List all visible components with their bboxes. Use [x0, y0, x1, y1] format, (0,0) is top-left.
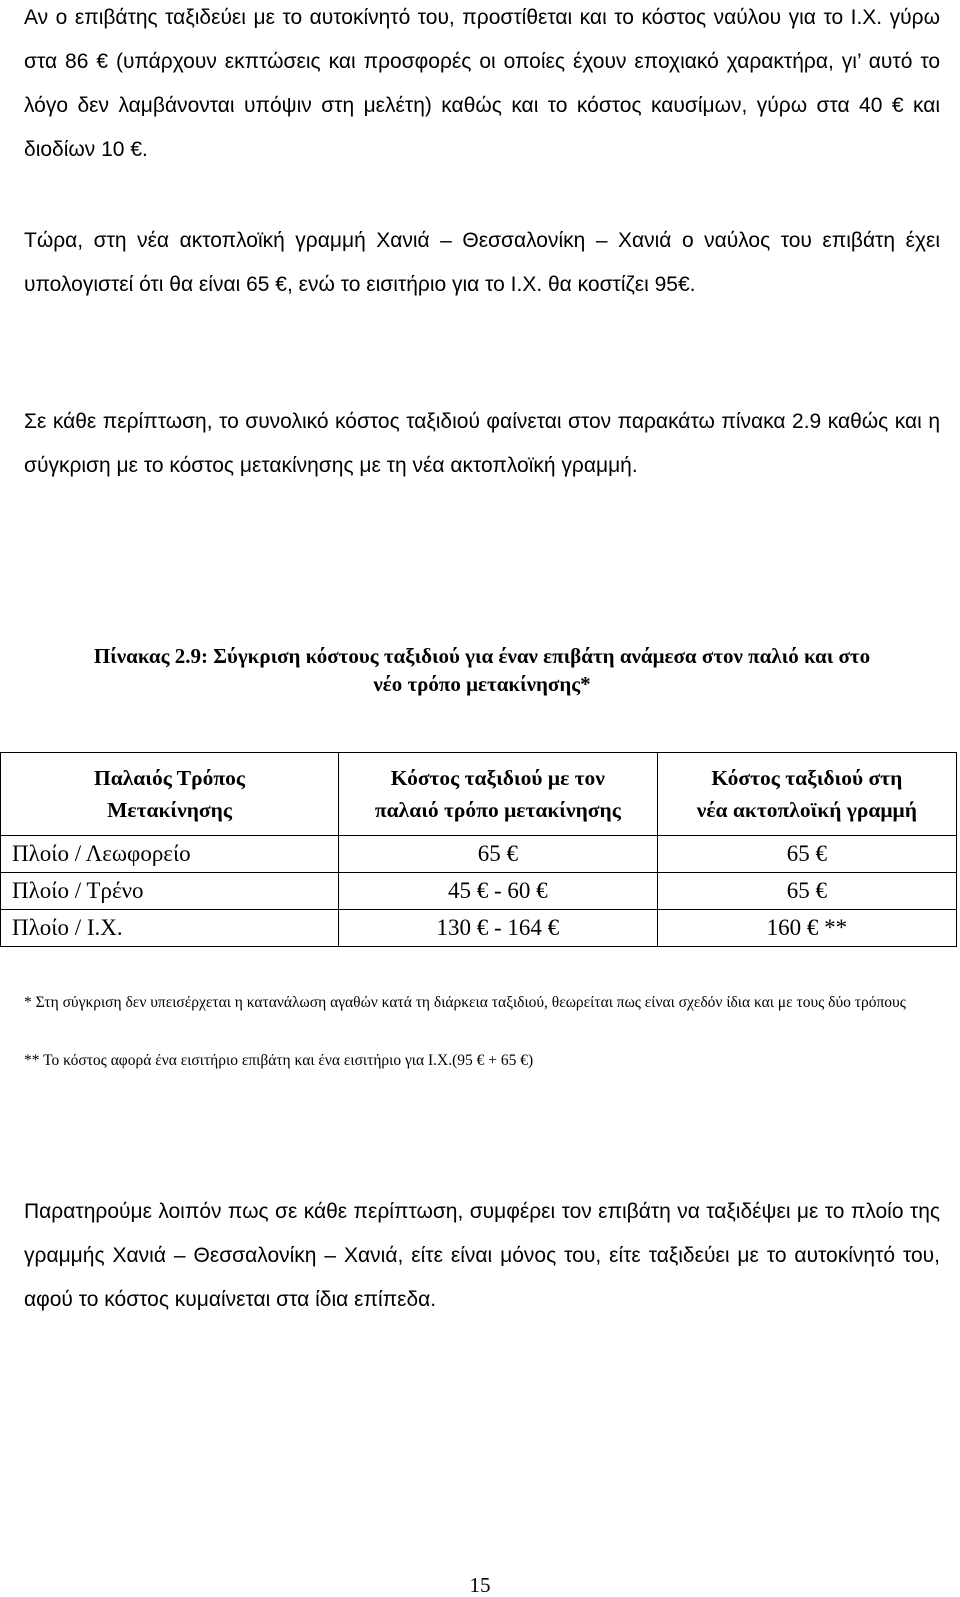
- page-number: 15: [469, 1573, 491, 1597]
- table-caption-line-1: Πίνακας 2.9: Σύγκριση κόστους ταξιδιού για έναν επιβάτη ανάμεσα στον παλιό και στο: [93, 644, 871, 668]
- table-header-row: [1, 753, 957, 836]
- header-old-cost: [339, 753, 658, 836]
- table-cell-mode: Πλοίο / Ι.Χ.: [1, 910, 339, 947]
- paragraph-conclusion: Παρατηρούμε λοιπόν πως σε κάθε περίπτωση, συμφέρει τον επιβάτη να ταξιδέψει με το πλοίο της γραμμής Χανιά – Θεσσαλονίκη – Χανιά, είτε είναι μόνος του, είτε ταξιδεύει με το αυτοκίνητό του, αφού το κόστος κυμαίνεται στα ίδια επίπεδα.: [24, 1200, 940, 1311]
- table-row: [1, 910, 957, 947]
- header-old-mode: [1, 753, 339, 836]
- table-row: [1, 873, 957, 910]
- footnote-ticket-cost: ** Το κόστος αφορά ένα εισιτήριο επιβάτη και ένα εισιτήριο για Ι.Χ.(95 € + 65 €): [24, 1052, 534, 1069]
- table-caption: [24, 642, 940, 698]
- paragraph-table-intro: Σε κάθε περίπτωση, το συνολικό κόστος ταξιδιού φαίνεται στον παρακάτω πίνακα 2.9 καθώς και η σύγκριση με το κόστος μετακίνησης με τη νέα ακτοπλοϊκή γραμμή.: [24, 410, 940, 477]
- header-old-mode-line-1: Παλαιός Τρόπος: [94, 766, 245, 790]
- header-new-cost-line-2: νέα ακτοπλοϊκή γραμμή: [696, 798, 917, 822]
- table-cell-new-cost: 65 €: [657, 873, 956, 910]
- table-cell-mode: Πλοίο / Λεωφορείο: [1, 836, 339, 873]
- header-old-cost-line-2: παλαιό τρόπο μετακίνησης: [374, 798, 621, 822]
- header-new-cost-line-1: Κόστος ταξιδιού στη: [711, 766, 903, 790]
- header-new-cost: [657, 753, 956, 836]
- paragraph-car-cost: Αν ο επιβάτης ταξιδεύει με το αυτοκίνητό του, προστίθεται και το κόστος ναύλου για το Ι.Χ. γύρω στα 86 € (υπάρχουν εκπτώσεις και προσφορές οι οποίες έχουν εποχιακό χαρακτήρα, γι’ αυτό το λόγο δεν λαμβάνονται υπόψιν στη μελέτη) καθώς και το κόστος καυσίμων, γύρω στα 40 € και διοδίων 10 €.: [24, 6, 940, 161]
- table-row: [1, 836, 957, 873]
- footnote-consumption: * Στη σύγκριση δεν υπεισέρχεται η κατανάλωση αγαθών κατά τη διάρκεια ταξιδιού, θεωρείται πως είναι σχεδόν ίδια και με τους δύο τρόπους: [24, 994, 906, 1011]
- table-caption-line-2: νέο τρόπο μετακίνησης*: [373, 672, 591, 696]
- header-old-cost-line-1: Κόστος ταξιδιού με τον: [390, 766, 605, 790]
- table-cell-old-cost: 65 €: [339, 836, 658, 873]
- table-cell-old-cost: 130 € - 164 €: [339, 910, 658, 947]
- table-cell-new-cost: 65 €: [657, 836, 956, 873]
- paragraph-new-line-fares: Τώρα, στη νέα ακτοπλοϊκή γραμμή Χανιά – Θεσσαλονίκη – Χανιά ο ναύλος του επιβάτη έχει υπολογιστεί ότι θα είναι 65 €, ενώ το εισιτήριο για το Ι.Χ. θα κοστίζει 95€.: [24, 229, 940, 296]
- header-old-mode-line-2: Μετακίνησης: [107, 798, 232, 822]
- table-cell-old-cost: 45 € - 60 €: [339, 873, 658, 910]
- table-cell-new-cost: 160 € **: [657, 910, 956, 947]
- cost-comparison-table: [0, 752, 957, 947]
- table-cell-mode: Πλοίο / Τρένο: [1, 873, 339, 910]
